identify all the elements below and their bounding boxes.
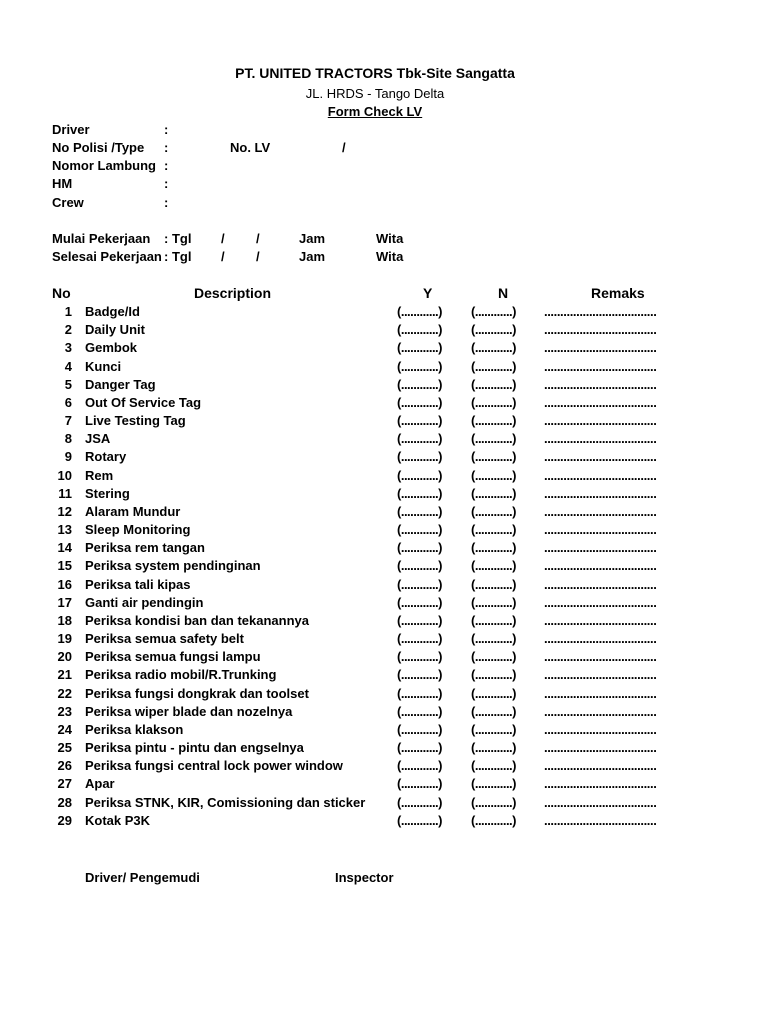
table-row: [0, 558, 768, 576]
start-slash-2: /: [256, 231, 260, 246]
table-row: [0, 322, 768, 340]
check-n-field[interactable]: (............): [471, 776, 516, 792]
remarks-field[interactable]: ...................................: [544, 485, 657, 501]
row-description: Kotak P3K: [85, 812, 151, 828]
table-row: [0, 686, 768, 704]
remarks-field[interactable]: ...................................: [544, 413, 657, 429]
check-n-field[interactable]: (............): [471, 540, 516, 556]
check-n-field[interactable]: (............): [471, 322, 516, 338]
check-y-field[interactable]: (............): [397, 558, 442, 574]
row-number: 14: [57, 540, 72, 556]
row-number: 25: [57, 740, 72, 756]
table-row: [0, 340, 768, 358]
check-n-field[interactable]: (............): [471, 503, 516, 519]
check-y-field[interactable]: (............): [397, 322, 442, 338]
check-n-field[interactable]: (............): [471, 485, 516, 501]
company-title: PT. UNITED TRACTORS Tbk-Site Sangatta: [235, 65, 515, 81]
row-number: 1: [64, 304, 72, 319]
row-description: Live Testing Tag: [85, 413, 186, 429]
row-number: 18: [57, 612, 72, 628]
row-description: Periksa tali kipas: [85, 576, 191, 592]
start-work-label: Mulai Pekerjaan: [52, 231, 151, 246]
remarks-field[interactable]: ...................................: [544, 467, 657, 483]
header-remarks: Remaks: [591, 285, 645, 301]
check-n-field[interactable]: (............): [471, 812, 516, 828]
remarks-field[interactable]: ...................................: [544, 667, 657, 683]
row-description: Rem: [85, 467, 114, 483]
form-title: [0, 104, 750, 119]
remarks-field[interactable]: ...................................: [544, 431, 657, 447]
start-wita: Wita: [376, 231, 404, 246]
check-n-field[interactable]: (............): [471, 794, 516, 810]
remarks-field[interactable]: ...................................: [544, 340, 657, 356]
row-description: Alaram Mundur: [85, 503, 181, 519]
remarks-field[interactable]: ...................................: [544, 322, 657, 338]
remarks-field[interactable]: ...................................: [544, 776, 657, 792]
table-row: [0, 795, 768, 813]
check-n-field[interactable]: (............): [471, 703, 516, 719]
row-number: 24: [57, 721, 72, 737]
remarks-field[interactable]: ...................................: [544, 394, 657, 410]
table-row: [0, 468, 768, 486]
remarks-field[interactable]: ...................................: [544, 649, 657, 665]
row-number: 15: [57, 558, 72, 574]
row-description: Periksa STNK, KIR, Comissioning dan sticker: [85, 794, 366, 810]
table-row: [0, 704, 768, 722]
check-n-field[interactable]: (............): [471, 413, 516, 429]
table-row: [0, 522, 768, 540]
row-number: 9: [64, 449, 72, 465]
check-y-field[interactable]: (............): [397, 685, 442, 701]
row-number: 11: [58, 485, 72, 501]
check-y-field[interactable]: (............): [397, 667, 442, 683]
no-lv-slash: /: [342, 140, 346, 155]
remarks-field[interactable]: ...................................: [544, 740, 657, 756]
row-number: 26: [57, 758, 72, 774]
check-y-field[interactable]: (............): [397, 594, 442, 610]
row-description: Apar: [85, 776, 115, 792]
row-description: Badge/Id: [85, 304, 140, 319]
remarks-field[interactable]: ...................................: [544, 522, 657, 538]
table-row: [0, 486, 768, 504]
check-y-field[interactable]: (............): [397, 612, 442, 628]
check-n-field[interactable]: (............): [471, 667, 516, 683]
remarks-field[interactable]: ...................................: [544, 449, 657, 465]
table-row: [0, 758, 768, 776]
row-description: Periksa wiper blade dan nozelnya: [85, 703, 293, 719]
row-description: Periksa semua safety belt: [85, 631, 244, 647]
check-y-field[interactable]: (............): [397, 394, 442, 410]
nomor-lambung-label: Nomor Lambung: [52, 158, 156, 173]
end-slash-1: /: [221, 249, 225, 264]
table-row: [0, 631, 768, 649]
check-n-field[interactable]: (............): [471, 431, 516, 447]
signature-inspector: Inspector: [335, 870, 394, 885]
remarks-field[interactable]: ...................................: [544, 794, 657, 810]
row-number: 4: [64, 358, 72, 374]
row-description: Periksa pintu - pintu dan engselnya: [85, 740, 304, 756]
check-y-field[interactable]: (............): [397, 340, 442, 356]
table-row: [0, 776, 768, 794]
remarks-field[interactable]: ...................................: [544, 812, 657, 828]
row-description: Daily Unit: [85, 322, 145, 338]
crew-label: Crew: [52, 195, 84, 210]
row-description: Periksa kondisi ban dan tekanannya: [85, 612, 309, 628]
row-number: 3: [64, 340, 72, 356]
check-y-field[interactable]: (............): [397, 304, 442, 319]
start-tgl: : Tgl: [164, 231, 192, 246]
table-row: [0, 740, 768, 758]
row-description: Ganti air pendingin: [85, 594, 204, 610]
remarks-field[interactable]: ...................................: [544, 358, 657, 374]
header-description: Description: [194, 285, 272, 301]
check-y-field[interactable]: (............): [397, 703, 442, 719]
table-row: [0, 413, 768, 431]
table-row: [0, 304, 768, 322]
header-n: N: [498, 285, 509, 301]
check-n-field[interactable]: (............): [471, 394, 516, 410]
check-y-field[interactable]: (............): [397, 812, 442, 828]
remarks-field[interactable]: ...................................: [544, 558, 657, 574]
remarks-field[interactable]: ...................................: [544, 304, 657, 319]
table-row: [0, 431, 768, 449]
nomor-lambung-colon: :: [164, 158, 169, 173]
row-description: Periksa rem tangan: [85, 540, 205, 556]
check-n-field[interactable]: (............): [471, 358, 516, 374]
remarks-field[interactable]: ...................................: [544, 758, 657, 774]
remarks-field[interactable]: ...................................: [544, 503, 657, 519]
check-y-field[interactable]: (............): [397, 758, 442, 774]
row-number: 21: [57, 667, 72, 683]
row-description: Stering: [85, 485, 130, 501]
table-row: [0, 813, 768, 831]
end-jam: Jam: [299, 249, 326, 264]
crew-colon: :: [164, 195, 169, 210]
row-number: 17: [57, 594, 72, 610]
remarks-field[interactable]: ...................................: [544, 576, 657, 592]
check-y-field[interactable]: (............): [397, 358, 442, 374]
signature-driver: Driver/ Pengemudi: [85, 870, 200, 885]
row-description: JSA: [85, 431, 111, 447]
check-n-field[interactable]: (............): [471, 340, 516, 356]
check-y-field[interactable]: (............): [397, 776, 442, 792]
driver-label: Driver: [52, 122, 90, 137]
start-jam: Jam: [299, 231, 326, 246]
row-description: Rotary: [85, 449, 127, 465]
row-number: 13: [57, 522, 72, 538]
check-y-field[interactable]: (............): [397, 540, 442, 556]
table-row: [0, 649, 768, 667]
end-slash-2: /: [256, 249, 260, 264]
hm-colon: :: [164, 176, 169, 191]
start-slash-1: /: [221, 231, 225, 246]
row-description: Periksa fungsi central lock power window: [85, 758, 343, 774]
row-description: Periksa klakson: [85, 721, 184, 737]
row-description: Out Of Service Tag: [85, 394, 202, 410]
check-y-field[interactable]: (............): [397, 376, 442, 392]
check-y-field[interactable]: (............): [397, 721, 442, 737]
remarks-field[interactable]: ...................................: [544, 594, 657, 610]
row-description: Kunci: [85, 358, 122, 374]
check-n-field[interactable]: (............): [471, 467, 516, 483]
end-wita: Wita: [376, 249, 404, 264]
table-row: [0, 613, 768, 631]
company-address: JL. HRDS - Tango Delta: [305, 86, 445, 101]
check-n-field[interactable]: (............): [471, 631, 516, 647]
row-number: 5: [64, 376, 72, 392]
check-n-field[interactable]: (............): [471, 558, 516, 574]
check-y-field[interactable]: (............): [397, 649, 442, 665]
row-number: 29: [57, 812, 72, 828]
row-number: 27: [57, 776, 72, 792]
table-row: [0, 359, 768, 377]
check-n-field[interactable]: (............): [471, 449, 516, 465]
table-row: [0, 377, 768, 395]
form-title-text: Form Check LV: [327, 104, 423, 119]
row-description: Periksa system pendinginan: [85, 558, 261, 574]
no-lv-label: No. LV: [230, 140, 271, 155]
row-number: 16: [57, 576, 72, 592]
row-number: 7: [64, 413, 72, 429]
table-row: [0, 504, 768, 522]
check-y-field[interactable]: (............): [397, 740, 442, 756]
row-number: 6: [64, 394, 72, 410]
table-row: [0, 395, 768, 413]
end-work-label: Selesai Pekerjaan: [52, 249, 162, 264]
row-description: Gembok: [85, 340, 138, 356]
row-description: Sleep Monitoring: [85, 522, 191, 538]
check-y-field[interactable]: (............): [397, 631, 442, 647]
row-description: Periksa fungsi dongkrak dan toolset: [85, 685, 309, 701]
row-number: 12: [57, 503, 72, 519]
table-row: [0, 667, 768, 685]
check-n-field[interactable]: (............): [471, 304, 516, 319]
check-n-field[interactable]: (............): [471, 576, 516, 592]
driver-colon: :: [164, 122, 169, 137]
check-y-field[interactable]: (............): [397, 503, 442, 519]
row-description: Danger Tag: [85, 376, 156, 392]
row-number: 28: [57, 794, 72, 810]
check-y-field[interactable]: (............): [397, 576, 442, 592]
check-n-field[interactable]: (............): [471, 758, 516, 774]
header-y: Y: [423, 285, 433, 301]
table-row: [0, 540, 768, 558]
check-y-field[interactable]: (............): [397, 449, 442, 465]
remarks-field[interactable]: ...................................: [544, 703, 657, 719]
no-polisi-colon: :: [164, 140, 169, 155]
remarks-field[interactable]: ...................................: [544, 685, 657, 701]
check-n-field[interactable]: (............): [471, 685, 516, 701]
header-no: No: [52, 285, 71, 301]
table-row: [0, 722, 768, 740]
remarks-field[interactable]: ...................................: [544, 540, 657, 556]
row-number: 22: [57, 685, 72, 701]
table-row: [0, 577, 768, 595]
end-tgl: : Tgl: [164, 249, 192, 264]
row-number: 20: [57, 649, 72, 665]
check-n-field[interactable]: (............): [471, 721, 516, 737]
check-n-field[interactable]: (............): [471, 612, 516, 628]
check-y-field[interactable]: (............): [397, 794, 442, 810]
check-n-field[interactable]: (............): [471, 649, 516, 665]
check-y-field[interactable]: (............): [397, 431, 442, 447]
row-description: Periksa semua fungsi lampu: [85, 649, 261, 665]
check-y-field[interactable]: (............): [397, 485, 442, 501]
row-number: 19: [57, 631, 72, 647]
table-row: [0, 449, 768, 467]
remarks-field[interactable]: ...................................: [544, 376, 657, 392]
row-description: Periksa radio mobil/R.Trunking: [85, 667, 277, 683]
check-y-field[interactable]: (............): [397, 413, 442, 429]
check-n-field[interactable]: (............): [471, 522, 516, 538]
row-number: 23: [57, 703, 72, 719]
remarks-field[interactable]: ...................................: [544, 721, 657, 737]
hm-label: HM: [52, 176, 73, 191]
row-number: 8: [64, 431, 72, 447]
table-row: [0, 595, 768, 613]
check-y-field[interactable]: (............): [397, 467, 442, 483]
check-y-field[interactable]: (............): [397, 522, 442, 538]
row-number: 10: [57, 467, 72, 483]
check-n-field[interactable]: (............): [471, 740, 516, 756]
row-number: 2: [64, 322, 72, 338]
remarks-field[interactable]: ...................................: [544, 612, 657, 628]
check-n-field[interactable]: (............): [471, 594, 516, 610]
no-polisi-label: No Polisi /Type: [52, 140, 145, 155]
remarks-field[interactable]: ...................................: [544, 631, 657, 647]
check-n-field[interactable]: (............): [471, 376, 516, 392]
